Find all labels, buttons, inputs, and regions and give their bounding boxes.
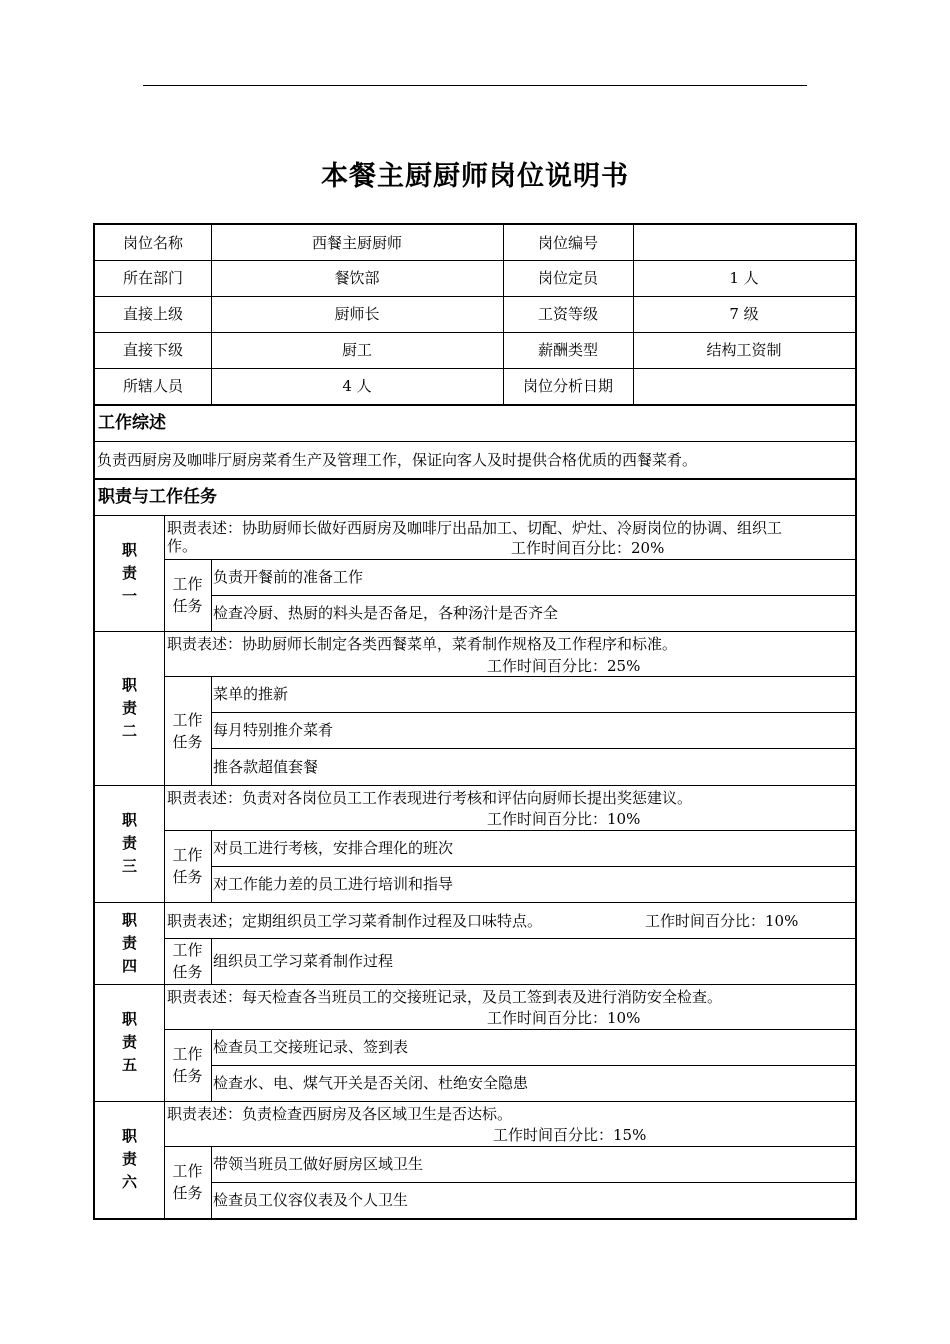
task-item: 对员工进行考核，安排合理化的班次 (213, 839, 454, 857)
field-label: 工资等级 (537, 305, 598, 323)
field-value: 厨师长 (334, 305, 380, 323)
duty-statement-line: 职责表述；定期组织员工学习菜肴制作过程及口味特点。 (167, 912, 543, 930)
field-value: 厨工 (341, 341, 372, 359)
duty-label-char: 责 (121, 1150, 137, 1168)
field-value (633, 225, 855, 260)
task-divider (211, 866, 855, 867)
task-label (164, 1029, 211, 1101)
duty-label-char: 责 (121, 698, 137, 717)
task-label (164, 830, 211, 902)
task-label (164, 559, 211, 631)
field-label: 岗位名称 (122, 233, 183, 252)
column-divider (211, 225, 212, 404)
duty-label (95, 1101, 164, 1218)
task-label-line: 任务 (172, 963, 203, 981)
task-label (164, 676, 211, 785)
duty-statement (164, 902, 855, 938)
summary-text: 负责西厨房及咖啡厅厨房菜肴生产及管理工作，保证向客人及时提供合格优质的西餐菜肴。 (97, 450, 698, 469)
duty-label-char: 责 (121, 834, 137, 852)
duty-statement-line: 职责表述：负责检查西厨房及各区域卫生是否达标。 (167, 1105, 513, 1123)
work-time-percent: 工作时间百分比：25% (487, 657, 641, 675)
work-time-percent: 工作时间百分比：10% (645, 912, 799, 930)
duty-label-char: 一 (121, 586, 137, 605)
duty-statement-line: 职责表述：负责对各岗位员工工作表现进行考核和评估向厨师长提出奖惩建议。 (167, 789, 693, 807)
task-label-line: 工作 (172, 941, 203, 959)
task-label-line: 任务 (172, 868, 203, 886)
field-value: 4 人 (342, 377, 372, 395)
duty-label-char: 职 (121, 811, 137, 829)
task-item: 检查冷厨、热厨的料头是否备足，各种汤汁是否齐全 (213, 604, 559, 622)
duty-label-char: 三 (121, 857, 137, 875)
duty-label-char: 责 (121, 563, 137, 582)
field-label: 所在部门 (122, 269, 183, 287)
task-item: 每月特别推介菜肴 (213, 721, 334, 739)
duty-statement-line: 职责表述：每天检查各当班员工的交接班记录，及员工签到表及进行消防安全检查。 (167, 988, 723, 1006)
column-divider (503, 225, 504, 404)
field-label: 直接上级 (122, 305, 183, 323)
row-divider (95, 260, 855, 261)
duty-label (95, 902, 164, 984)
duty-statement (164, 515, 855, 559)
task-item: 检查员工交接班记录、签到表 (213, 1038, 409, 1056)
duty-label (95, 631, 164, 785)
row-divider (95, 296, 855, 297)
task-label-line: 任务 (172, 597, 203, 615)
job-description-table (93, 223, 857, 1220)
duty-label (95, 984, 164, 1101)
row-divider (95, 332, 855, 333)
duty-statement-line: 作。 (167, 537, 198, 555)
field-value: 1 人 (729, 269, 759, 287)
task-item: 对工作能力差的员工进行培训和指导 (213, 875, 454, 893)
task-label-line: 工作 (172, 846, 203, 864)
field-label: 岗位分析日期 (522, 377, 613, 395)
field-value: 西餐主厨厨师 (311, 233, 402, 252)
field-label: 岗位编号 (537, 233, 598, 252)
header-rule (143, 85, 807, 86)
task-item: 菜单的推新 (213, 685, 289, 703)
task-label-line: 任务 (172, 732, 203, 751)
duty-label-char: 四 (121, 956, 137, 975)
field-label: 直接下级 (122, 341, 183, 359)
summary-heading: 工作综述 (98, 413, 166, 433)
task-item: 负责开餐前的准备工作 (213, 568, 364, 586)
duties-heading: 职责与工作任务 (98, 487, 217, 507)
work-time-percent: 工作时间百分比：20% (511, 539, 665, 557)
field-value: 结构工资制 (706, 341, 782, 359)
duty-label-char: 职 (121, 540, 137, 559)
task-label-line: 工作 (172, 710, 203, 729)
work-time-percent: 工作时间百分比：10% (487, 1009, 641, 1027)
duty-statement-line: 职责表述：协助厨师长做好西厨房及咖啡厅出品加工、切配、炉灶、冷厨岗位的协调、组织工 (167, 519, 783, 537)
duty-statement-line: 职责表述：协助厨师长制定各类西餐菜单，菜肴制作规格及工作程序和标准。 (167, 635, 678, 653)
duty-label-char: 职 (121, 910, 137, 929)
row-divider (95, 368, 855, 369)
page-title: 本餐主厨厨师岗位说明书 (321, 161, 629, 192)
field-label: 薪酬类型 (537, 341, 598, 359)
field-value: 7 级 (729, 305, 759, 323)
duty-label (95, 785, 164, 902)
task-item: 推各款超值套餐 (213, 757, 319, 776)
duty-statement (164, 631, 855, 676)
task-item: 检查员工仪容仪表及个人卫生 (213, 1191, 409, 1209)
task-label (164, 938, 211, 984)
task-label-line: 工作 (172, 575, 203, 593)
duty-label-char: 责 (121, 1033, 137, 1051)
duty-statement (164, 984, 855, 1029)
duty-label (95, 515, 164, 631)
field-label: 岗位定员 (537, 269, 598, 287)
task-divider (211, 1182, 855, 1183)
task-label-line: 工作 (172, 1045, 203, 1063)
task-label-line: 工作 (172, 1162, 203, 1180)
task-divider (211, 748, 855, 749)
duty-label-char: 五 (121, 1056, 137, 1074)
task-label (164, 1146, 211, 1218)
task-divider (211, 712, 855, 713)
field-label: 所辖人员 (122, 377, 183, 395)
task-item: 组织员工学习菜肴制作过程 (213, 952, 394, 970)
duty-statement (164, 785, 855, 830)
duty-statement (164, 1101, 855, 1146)
duty-label-char: 职 (121, 1010, 137, 1028)
task-label-line: 任务 (172, 1067, 203, 1085)
work-time-percent: 工作时间百分比：10% (487, 810, 641, 828)
duty-label-char: 职 (121, 1127, 137, 1145)
task-divider (211, 1065, 855, 1066)
task-divider (211, 595, 855, 596)
duty-label-char: 二 (121, 721, 137, 740)
duty-label-char: 职 (121, 675, 137, 694)
work-time-percent: 工作时间百分比：15% (493, 1126, 647, 1144)
duty-label-char: 责 (121, 933, 137, 952)
field-value (633, 368, 855, 404)
task-label-line: 任务 (172, 1184, 203, 1202)
duty-label-char: 六 (121, 1173, 137, 1191)
task-item: 检查水、电、煤气开关是否关闭、杜绝安全隐患 (213, 1074, 529, 1092)
field-value: 餐饮部 (334, 269, 380, 287)
column-divider (633, 225, 634, 404)
task-item: 带领当班员工做好厨房区域卫生 (213, 1155, 424, 1173)
